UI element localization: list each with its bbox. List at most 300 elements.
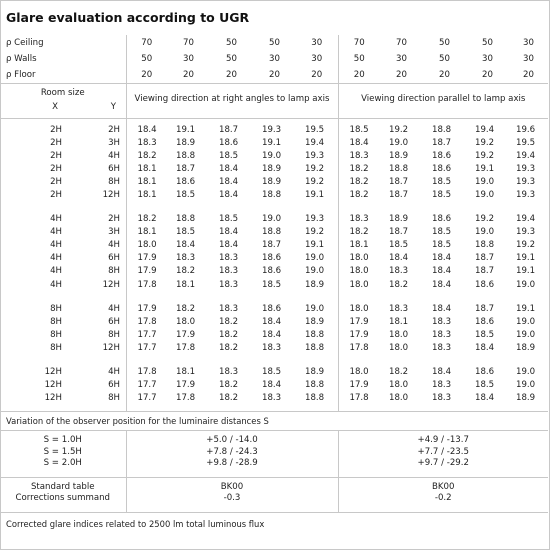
xy-labels bbox=[0, 100, 126, 114]
ugr-value: 19.2 bbox=[389, 124, 409, 135]
ugr-table-body bbox=[0, 35, 548, 535]
ugr-value: 17.8 bbox=[126, 278, 167, 291]
room-x: 4H bbox=[50, 253, 62, 264]
ugr-value: 18.1 bbox=[176, 279, 196, 290]
room-x: 2H bbox=[50, 150, 62, 161]
room-x: 2H bbox=[50, 190, 62, 201]
floor-value: 20 bbox=[509, 67, 548, 84]
ugr-value: 18.4 bbox=[219, 163, 239, 174]
ugr-value: 18.3 bbox=[219, 253, 239, 264]
ugr-value: 18.3 bbox=[432, 342, 452, 353]
ugr-value: 17.8 bbox=[176, 393, 196, 404]
ugr-value: 18.5 bbox=[432, 227, 452, 238]
ceiling-value: 50 bbox=[439, 38, 450, 48]
ugr-value: 18.4 bbox=[389, 253, 409, 264]
room-size-cell bbox=[0, 239, 126, 252]
luminaire-distance: S = 1.5H bbox=[43, 446, 82, 457]
table-row bbox=[0, 341, 548, 354]
ugr-value: 18.5 bbox=[262, 279, 282, 290]
gap-cell bbox=[0, 202, 126, 213]
table-row bbox=[0, 265, 548, 278]
ugr-table bbox=[0, 35, 548, 535]
ugr-value: 19.1 bbox=[475, 163, 495, 174]
footer-row bbox=[0, 512, 548, 535]
ugr-value: 18.0 bbox=[389, 393, 409, 404]
ugr-value: 18.3 bbox=[389, 266, 409, 277]
ugr-value: 18.1 bbox=[338, 239, 380, 252]
ugr-value: 18.0 bbox=[126, 239, 167, 252]
ugr-value: 19.2 bbox=[475, 214, 495, 225]
ugr-value: 18.3 bbox=[219, 266, 239, 277]
ugr-value: 18.4 bbox=[432, 266, 452, 277]
gap-cell bbox=[0, 355, 126, 366]
room-x: 4H bbox=[50, 266, 62, 277]
page-title: Glare evaluation according to UGR bbox=[6, 10, 250, 25]
room-x: 4H bbox=[50, 227, 62, 238]
reflectance-row-ceiling bbox=[0, 35, 548, 51]
ceiling-value: 70 bbox=[338, 35, 380, 51]
room-size-cell bbox=[0, 278, 126, 291]
ceiling-label: ρ Ceiling bbox=[6, 38, 44, 48]
variation-right-angles: +7.8 / -24.3 bbox=[126, 446, 338, 457]
table-row bbox=[0, 149, 548, 162]
ugr-value: 18.2 bbox=[126, 213, 167, 226]
room-size-cell bbox=[0, 188, 126, 201]
luminaire-distance: S = 1.0H bbox=[43, 435, 82, 446]
ugr-value: 18.5 bbox=[219, 150, 239, 161]
ugr-value: 18.2 bbox=[338, 226, 380, 239]
ugr-value: 17.9 bbox=[176, 380, 196, 391]
ugr-value: 18.8 bbox=[305, 342, 325, 353]
room-y: 8H bbox=[108, 393, 120, 404]
ugr-value: 17.7 bbox=[126, 379, 167, 392]
ugr-value: 18.5 bbox=[432, 190, 452, 201]
variation-parallel: +9.7 / -29.2 bbox=[338, 458, 548, 469]
variation-right-angles: +9.8 / -28.9 bbox=[126, 458, 338, 469]
ugr-value: 17.9 bbox=[338, 315, 380, 328]
correction-parallel: -0.2 bbox=[338, 492, 548, 503]
ugr-value: 18.3 bbox=[389, 303, 409, 314]
ugr-value: 17.8 bbox=[126, 366, 167, 379]
room-size-cell bbox=[0, 302, 126, 315]
ugr-value: 18.9 bbox=[176, 137, 196, 148]
ugr-value: 18.3 bbox=[262, 342, 282, 353]
table-row bbox=[0, 379, 548, 392]
ugr-value: 18.6 bbox=[432, 163, 452, 174]
ugr-value: 19.4 bbox=[305, 137, 325, 148]
ugr-value: 17.9 bbox=[338, 328, 380, 341]
walls-label: ρ Walls bbox=[6, 54, 37, 64]
reflectance-row-floor bbox=[0, 67, 548, 84]
ugr-value: 18.6 bbox=[475, 316, 495, 327]
room-size-cell bbox=[0, 252, 126, 265]
room-y: 2H bbox=[108, 214, 120, 225]
table-row bbox=[0, 123, 548, 136]
ugr-value: 18.6 bbox=[176, 176, 196, 187]
ugr-value: 18.4 bbox=[338, 136, 380, 149]
variation-row bbox=[0, 446, 548, 457]
gap-cell bbox=[126, 355, 338, 366]
group-gap bbox=[0, 355, 548, 366]
ugr-value: 18.6 bbox=[475, 279, 495, 290]
floor-value: 20 bbox=[167, 67, 210, 84]
table-row bbox=[0, 252, 548, 265]
ceiling-value: 70 bbox=[126, 35, 167, 51]
ugr-value: 18.7 bbox=[475, 303, 495, 314]
room-x: 4H bbox=[50, 214, 62, 225]
room-size-cell bbox=[0, 315, 126, 328]
floor-value: 20 bbox=[423, 67, 466, 84]
ugr-value: 19.3 bbox=[516, 163, 536, 174]
room-size-cell bbox=[0, 341, 126, 354]
room-y: 6H bbox=[108, 253, 120, 264]
room-y: 6H bbox=[108, 380, 120, 391]
variation-parallel: +4.9 / -13.7 bbox=[338, 435, 548, 446]
table-row bbox=[0, 136, 548, 149]
spacer-cell bbox=[126, 504, 338, 513]
ugr-value: 19.0 bbox=[516, 380, 536, 391]
ugr-value: 18.4 bbox=[475, 342, 495, 353]
ugr-value: 18.0 bbox=[389, 329, 409, 340]
room-x: 12H bbox=[44, 367, 62, 378]
ugr-value: 18.6 bbox=[262, 266, 282, 277]
ugr-value: 18.8 bbox=[305, 393, 325, 404]
table-row bbox=[0, 162, 548, 175]
standard-table-row bbox=[0, 481, 548, 492]
walls-value: 30 bbox=[396, 54, 407, 64]
ugr-value: 18.7 bbox=[475, 253, 495, 264]
ugr-value: 18.5 bbox=[219, 214, 239, 225]
walls-value: 50 bbox=[226, 54, 237, 64]
ugr-value: 18.4 bbox=[475, 393, 495, 404]
standard-right-angles: BK00 bbox=[126, 481, 338, 492]
ugr-value: 19.4 bbox=[516, 150, 536, 161]
group-gap bbox=[0, 202, 548, 213]
ugr-value: 17.8 bbox=[176, 342, 196, 353]
room-x: 2H bbox=[50, 163, 62, 174]
ugr-value: 18.4 bbox=[432, 303, 452, 314]
ugr-value: 18.7 bbox=[389, 190, 409, 201]
ugr-value: 18.7 bbox=[432, 137, 452, 148]
standard-parallel: BK00 bbox=[338, 481, 548, 492]
room-y: 2H bbox=[108, 124, 120, 135]
luminaire-distance: S = 2.0H bbox=[43, 458, 82, 469]
room-x: 2H bbox=[50, 137, 62, 148]
ugr-value: 18.7 bbox=[389, 176, 409, 187]
table-row bbox=[0, 175, 548, 188]
ugr-value: 18.2 bbox=[219, 342, 239, 353]
ugr-value: 18.3 bbox=[219, 367, 239, 378]
ugr-value: 19.2 bbox=[305, 163, 325, 174]
spacer-cell bbox=[338, 504, 548, 513]
ugr-value: 19.6 bbox=[516, 124, 536, 135]
ugr-value: 19.0 bbox=[305, 303, 325, 314]
ugr-value: 18.2 bbox=[338, 175, 380, 188]
ugr-value: 18.2 bbox=[338, 162, 380, 175]
ugr-value: 19.3 bbox=[305, 214, 325, 225]
room-size-cell bbox=[0, 213, 126, 226]
variation-row bbox=[0, 458, 548, 469]
ugr-value: 18.5 bbox=[176, 227, 196, 238]
ugr-value: 17.9 bbox=[176, 329, 196, 340]
variation-note: Variation of the observer position for the luminaire distances S bbox=[0, 411, 548, 430]
ugr-value: 19.4 bbox=[475, 124, 495, 135]
ugr-value: 17.8 bbox=[338, 392, 380, 405]
ugr-value: 18.3 bbox=[338, 213, 380, 226]
ugr-value: 18.3 bbox=[219, 303, 239, 314]
room-y: 12H bbox=[102, 342, 120, 353]
ugr-value: 18.6 bbox=[475, 367, 495, 378]
room-x: 8H bbox=[50, 342, 62, 353]
room-size-cell bbox=[0, 392, 126, 405]
ugr-value: 18.8 bbox=[475, 240, 495, 251]
spacer-cell bbox=[0, 469, 126, 478]
ugr-value: 19.0 bbox=[475, 176, 495, 187]
ugr-value: 18.3 bbox=[262, 393, 282, 404]
ugr-value: 19.2 bbox=[305, 227, 325, 238]
room-size-cell bbox=[0, 265, 126, 278]
room-size-cell bbox=[0, 175, 126, 188]
group-gap bbox=[0, 291, 548, 302]
ugr-value: 19.2 bbox=[475, 137, 495, 148]
table-row bbox=[0, 392, 548, 405]
ugr-value: 18.6 bbox=[432, 150, 452, 161]
ugr-value: 18.7 bbox=[176, 163, 196, 174]
room-x: 12H bbox=[44, 393, 62, 404]
ceiling-value: 70 bbox=[396, 38, 407, 48]
ugr-value: 18.9 bbox=[262, 163, 282, 174]
ugr-value: 18.4 bbox=[262, 329, 282, 340]
ugr-value: 18.6 bbox=[432, 214, 452, 225]
ugr-value: 19.0 bbox=[262, 150, 282, 161]
room-size-cell bbox=[0, 328, 126, 341]
room-y: 12H bbox=[102, 279, 120, 290]
ugr-value: 18.5 bbox=[432, 240, 452, 251]
spacer-cell bbox=[338, 469, 548, 478]
floor-value: 20 bbox=[210, 67, 253, 84]
ugr-value: 19.5 bbox=[305, 124, 325, 135]
room-y: 3H bbox=[108, 137, 120, 148]
ugr-value: 18.6 bbox=[262, 303, 282, 314]
ugr-value: 18.4 bbox=[432, 253, 452, 264]
walls-value: 30 bbox=[183, 54, 194, 64]
ugr-value: 19.5 bbox=[516, 137, 536, 148]
ugr-value: 18.3 bbox=[432, 329, 452, 340]
ugr-value: 18.9 bbox=[516, 342, 536, 353]
ugr-value: 17.7 bbox=[126, 392, 167, 405]
ugr-value: 17.7 bbox=[126, 341, 167, 354]
ceiling-value: 30 bbox=[311, 38, 323, 48]
table-row bbox=[0, 226, 548, 239]
ugr-value: 18.9 bbox=[516, 393, 536, 404]
ugr-value: 18.2 bbox=[219, 329, 239, 340]
ugr-value: 18.4 bbox=[219, 176, 239, 187]
ugr-value: 18.2 bbox=[219, 380, 239, 391]
gap-cell bbox=[0, 291, 126, 302]
ugr-value: 18.3 bbox=[338, 149, 380, 162]
ugr-value: 17.9 bbox=[338, 379, 380, 392]
table-row bbox=[0, 239, 548, 252]
room-y: 4H bbox=[108, 303, 120, 314]
reflectance-row-walls bbox=[0, 51, 548, 67]
ugr-value: 18.0 bbox=[338, 302, 380, 315]
ugr-value: 18.5 bbox=[475, 329, 495, 340]
ugr-value: 17.7 bbox=[126, 328, 167, 341]
ugr-value: 18.5 bbox=[432, 176, 452, 187]
gap-cell bbox=[338, 202, 548, 213]
ugr-value: 19.0 bbox=[305, 253, 325, 264]
ugr-value: 18.7 bbox=[219, 124, 239, 135]
ugr-value: 19.2 bbox=[305, 176, 325, 187]
ugr-value: 18.0 bbox=[338, 252, 380, 265]
floor-value: 20 bbox=[253, 67, 296, 84]
ceiling-value: 50 bbox=[226, 38, 237, 48]
walls-value: 30 bbox=[482, 54, 493, 64]
ugr-value: 18.9 bbox=[389, 150, 409, 161]
gap-cell bbox=[126, 202, 338, 213]
ugr-value: 18.3 bbox=[432, 316, 452, 327]
room-x: 8H bbox=[50, 329, 62, 340]
ugr-value: 18.0 bbox=[338, 366, 380, 379]
ugr-value: 19.4 bbox=[516, 214, 536, 225]
ugr-value: 19.2 bbox=[516, 240, 536, 251]
ugr-value: 19.3 bbox=[262, 124, 282, 135]
room-x: 2H bbox=[50, 176, 62, 187]
ugr-value: 18.8 bbox=[176, 150, 196, 161]
right-angles-header: Viewing direction at right angles to lamp axis bbox=[126, 84, 338, 115]
ugr-value: 18.2 bbox=[338, 188, 380, 201]
ugr-value: 19.0 bbox=[305, 266, 325, 277]
ugr-value: 18.9 bbox=[305, 279, 325, 290]
ugr-value: 18.8 bbox=[176, 214, 196, 225]
corrections-row bbox=[0, 492, 548, 503]
ugr-value: 18.5 bbox=[338, 123, 380, 136]
ugr-value: 19.3 bbox=[516, 227, 536, 238]
ugr-value: 19.0 bbox=[262, 214, 282, 225]
ugr-value: 19.2 bbox=[475, 150, 495, 161]
room-y: 12H bbox=[102, 190, 120, 201]
table-row bbox=[0, 315, 548, 328]
room-x: 12H bbox=[44, 380, 62, 391]
ugr-value: 18.7 bbox=[475, 266, 495, 277]
room-size-cell bbox=[0, 136, 126, 149]
ugr-value: 18.8 bbox=[389, 163, 409, 174]
walls-value: 30 bbox=[269, 54, 280, 64]
ugr-value: 18.0 bbox=[176, 316, 196, 327]
ugr-value: 18.9 bbox=[262, 176, 282, 187]
ugr-value: 19.3 bbox=[516, 176, 536, 187]
gap-cell bbox=[338, 355, 548, 366]
ugr-value: 17.8 bbox=[338, 341, 380, 354]
ugr-value: 18.4 bbox=[126, 123, 167, 136]
correction-right-angles: -0.3 bbox=[126, 492, 338, 503]
ugr-value: 19.1 bbox=[262, 137, 282, 148]
ugr-value: 17.9 bbox=[126, 302, 167, 315]
ugr-value: 18.3 bbox=[432, 393, 452, 404]
ugr-value: 18.9 bbox=[305, 367, 325, 378]
room-y: 4H bbox=[108, 367, 120, 378]
ugr-value: 18.5 bbox=[475, 380, 495, 391]
floor-label: ρ Floor bbox=[0, 67, 126, 84]
standard-end bbox=[0, 504, 548, 513]
ugr-value: 19.0 bbox=[516, 367, 536, 378]
room-size-header bbox=[0, 84, 548, 101]
ugr-value: 17.9 bbox=[126, 252, 167, 265]
table-row bbox=[0, 366, 548, 379]
corrections-label: Corrections summand bbox=[15, 493, 110, 504]
ugr-value: 18.4 bbox=[219, 190, 239, 201]
room-x: 2H bbox=[50, 124, 62, 135]
ugr-value: 18.8 bbox=[262, 227, 282, 238]
ugr-value: 18.3 bbox=[176, 253, 196, 264]
room-size-cell bbox=[0, 123, 126, 136]
parallel-header: Viewing direction parallel to lamp axis bbox=[338, 84, 548, 115]
ugr-value: 18.3 bbox=[126, 136, 167, 149]
table-row bbox=[0, 328, 548, 341]
variation-parallel: +7.7 / -23.5 bbox=[338, 446, 548, 457]
floor-value: 20 bbox=[296, 67, 338, 84]
ugr-value: 18.9 bbox=[305, 316, 325, 327]
ugr-value: 18.4 bbox=[219, 227, 239, 238]
ugr-value: 18.4 bbox=[432, 279, 452, 290]
variation-end bbox=[0, 469, 548, 478]
standard-table-label: Standard table bbox=[30, 481, 95, 492]
ceiling-value: 70 bbox=[183, 38, 194, 48]
ugr-value: 18.0 bbox=[338, 265, 380, 278]
ugr-value: 18.1 bbox=[389, 316, 409, 327]
room-y: 8H bbox=[108, 329, 120, 340]
ugr-value: 18.7 bbox=[389, 227, 409, 238]
walls-value: 50 bbox=[126, 51, 167, 67]
room-y: 6H bbox=[108, 316, 120, 327]
floor-value: 20 bbox=[466, 67, 509, 84]
ugr-value: 18.6 bbox=[262, 253, 282, 264]
ugr-value: 18.0 bbox=[338, 278, 380, 291]
room-x: 4H bbox=[50, 240, 62, 251]
walls-value: 30 bbox=[523, 54, 534, 64]
ugr-value: 18.4 bbox=[432, 367, 452, 378]
ceiling-value: 50 bbox=[269, 38, 280, 48]
room-size-cell bbox=[0, 379, 126, 392]
spacer-cell bbox=[126, 469, 338, 478]
room-y: 8H bbox=[108, 266, 120, 277]
ugr-value: 18.7 bbox=[262, 240, 282, 251]
gap-cell bbox=[338, 291, 548, 302]
ugr-value: 18.5 bbox=[262, 367, 282, 378]
ugr-value: 18.3 bbox=[432, 380, 452, 391]
room-y: 8H bbox=[108, 176, 120, 187]
ugr-value: 18.6 bbox=[219, 137, 239, 148]
ugr-value: 19.0 bbox=[516, 279, 536, 290]
room-y: 3H bbox=[108, 227, 120, 238]
ugr-value: 18.2 bbox=[176, 303, 196, 314]
ceiling-value: 30 bbox=[523, 38, 534, 48]
floor-value: 20 bbox=[338, 67, 380, 84]
room-size-cell bbox=[0, 226, 126, 239]
ugr-value: 19.1 bbox=[305, 190, 325, 201]
ugr-value: 18.8 bbox=[432, 124, 452, 135]
ugr-value: 18.4 bbox=[219, 240, 239, 251]
ugr-value: 19.3 bbox=[516, 190, 536, 201]
walls-value: 50 bbox=[338, 51, 380, 67]
ugr-value: 19.1 bbox=[516, 303, 536, 314]
table-row bbox=[0, 213, 548, 226]
room-size-cell bbox=[0, 149, 126, 162]
ugr-value: 19.0 bbox=[475, 190, 495, 201]
variation-right-angles: +5.0 / -14.0 bbox=[126, 435, 338, 446]
room-x: 8H bbox=[50, 316, 62, 327]
ugr-value: 19.0 bbox=[516, 316, 536, 327]
